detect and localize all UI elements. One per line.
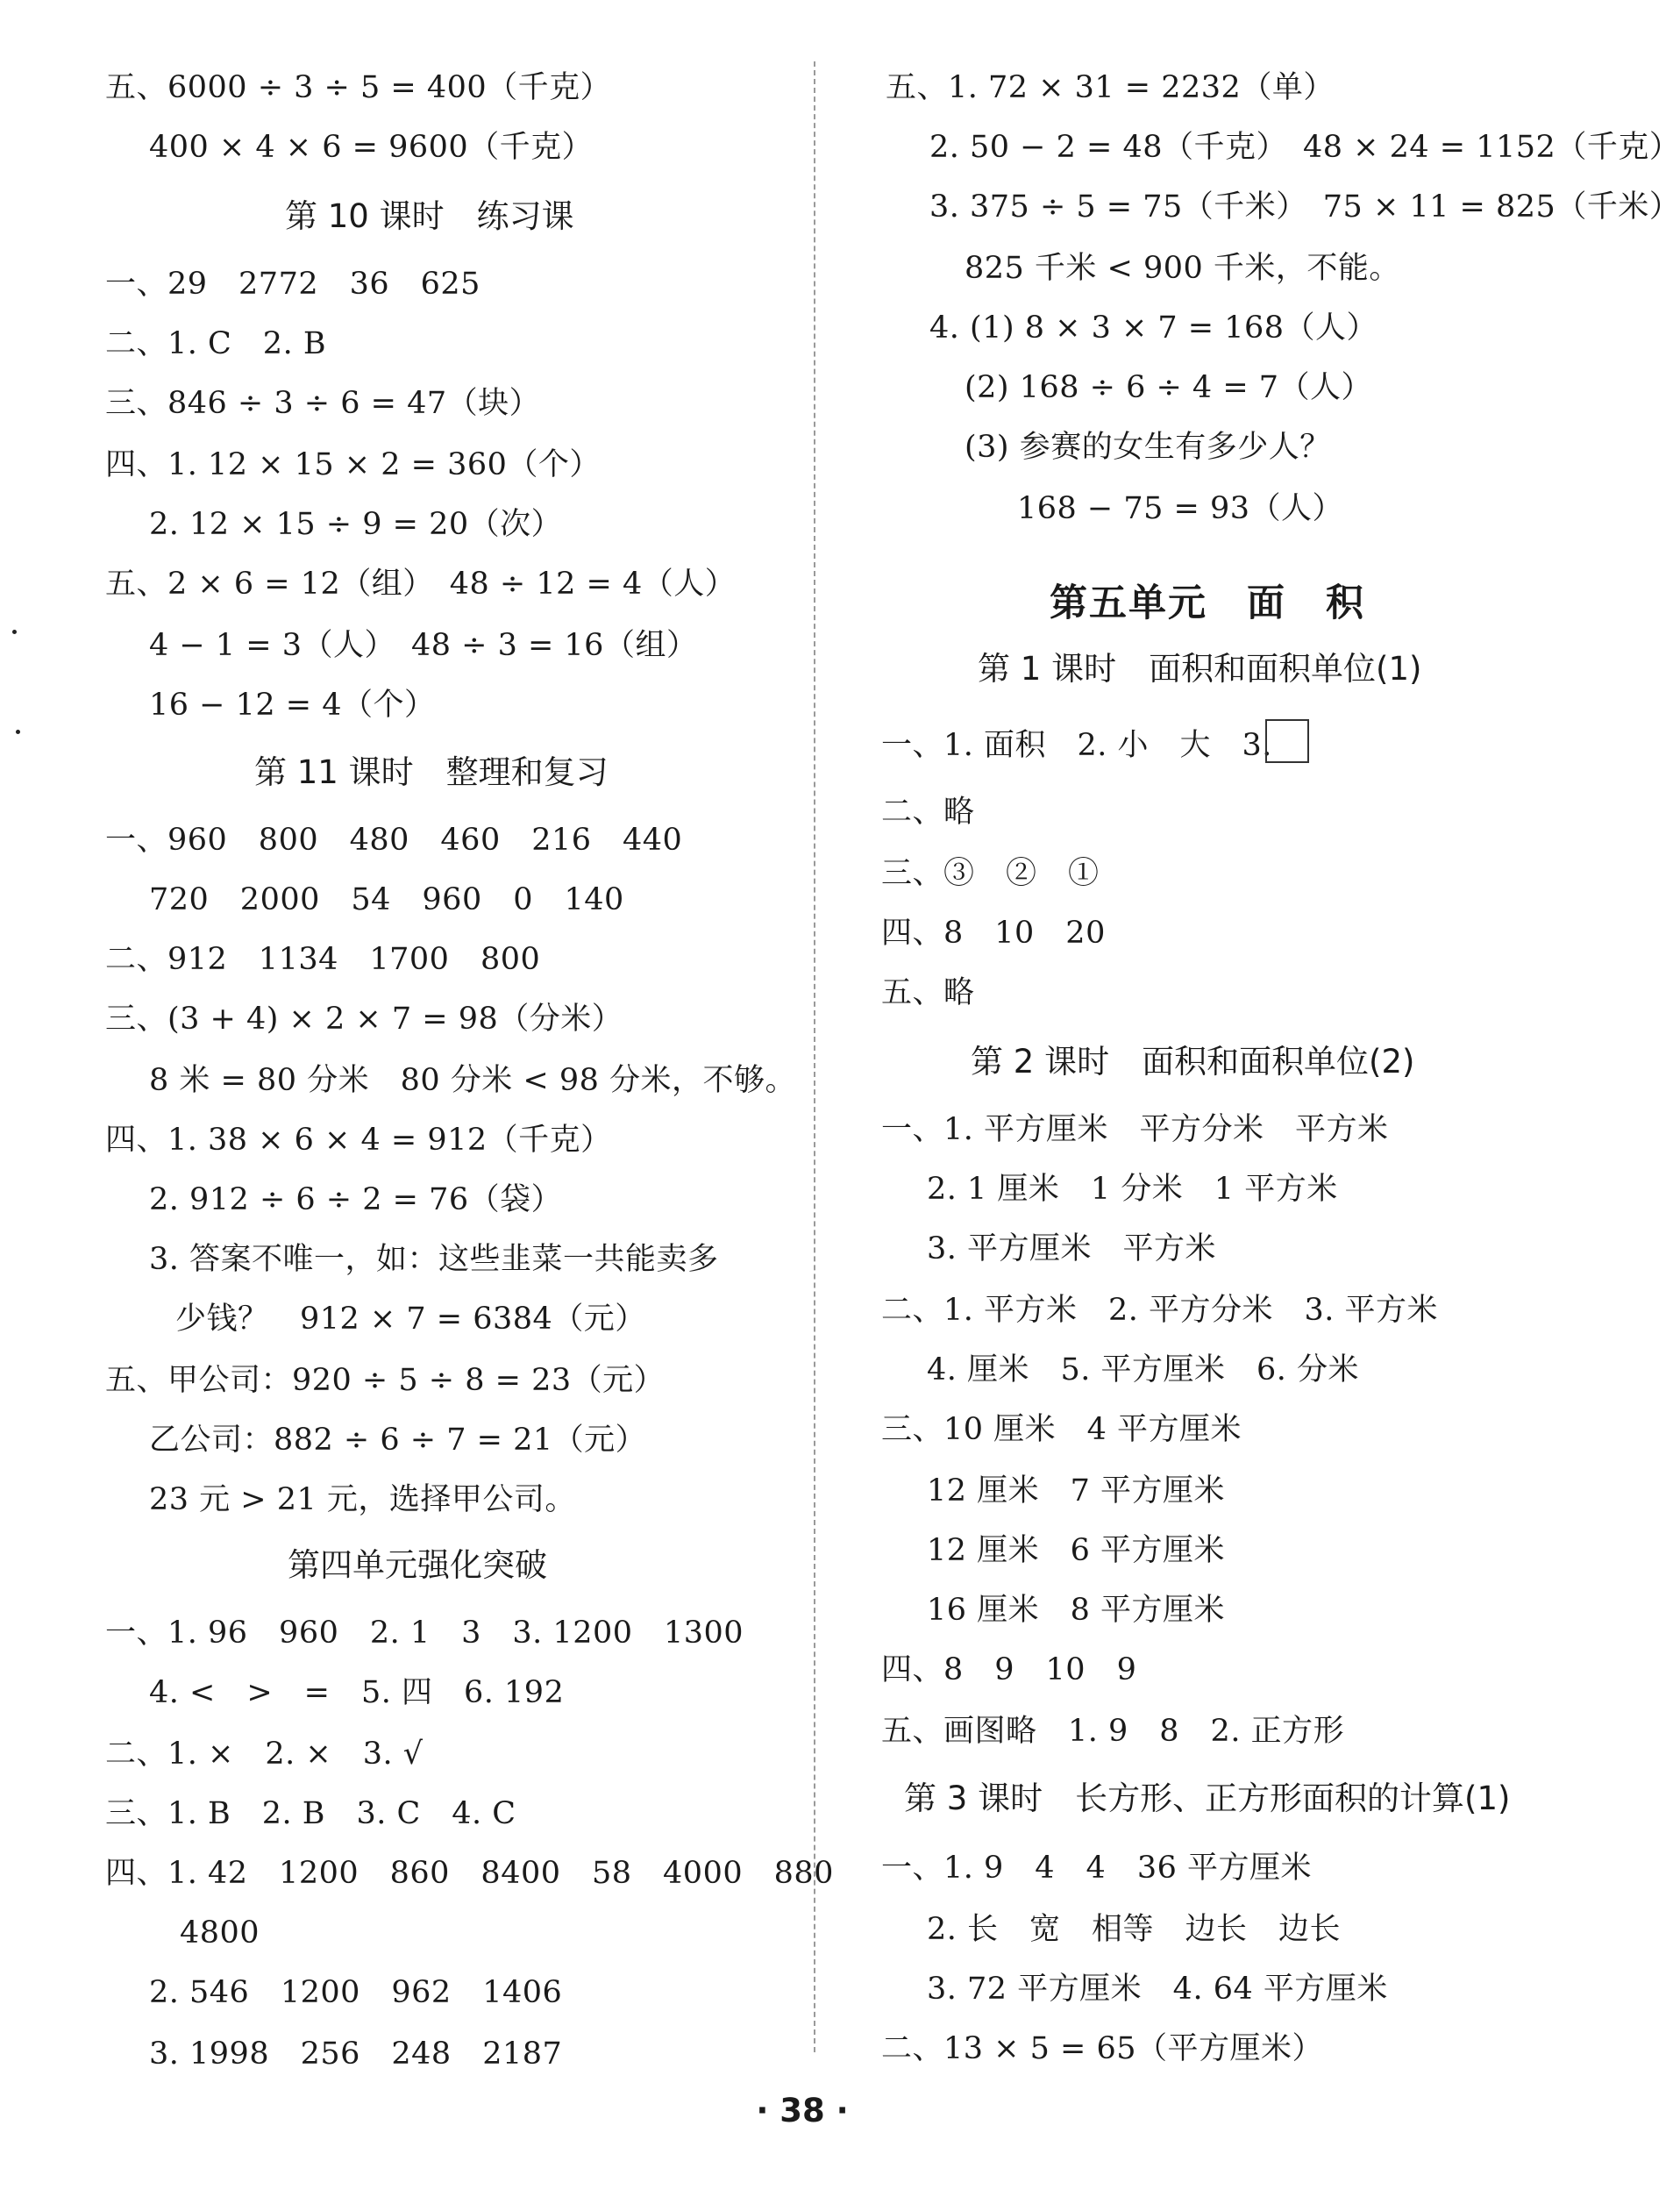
answer-line: 2. 12 × 15 ÷ 9 = 20（次） xyxy=(149,507,563,542)
lesson-heading: 第 11 课时 整理和复习 xyxy=(254,753,609,791)
scan-mark xyxy=(12,630,17,634)
answer-line: 3. 72 平方厘米 4. 64 平方厘米 xyxy=(927,1972,1388,2007)
answer-line: 三、(3 + 4) × 2 × 7 = 98（分米） xyxy=(105,1002,623,1037)
answer-line: 二、1. C 2. B xyxy=(105,326,327,361)
answer-line: (2) 168 ÷ 6 ÷ 4 = 7（人） xyxy=(965,370,1373,405)
answer-square-box xyxy=(1265,719,1309,763)
answer-line: 一、1. 平方厘米 平方分米 平方米 xyxy=(881,1112,1389,1147)
answer-line: 二、912 1134 1700 800 xyxy=(105,942,541,977)
answer-line: 2. 50 − 2 = 48（千克） 48 × 24 = 1152（千克） xyxy=(929,130,1680,165)
unit-review-heading: 第四单元强化突破 xyxy=(288,1546,547,1584)
answer-line: 三、③ ② ① xyxy=(881,856,1100,891)
answer-line: 168 − 75 = 93（人） xyxy=(1017,491,1344,526)
answer-line: 一、1. 96 960 2. 1 3 3. 1200 1300 xyxy=(105,1616,744,1651)
answer-line: 825 千米 < 900 千米，不能。 xyxy=(965,251,1400,286)
lesson-heading: 第 1 课时 面积和面积单位(1) xyxy=(978,650,1422,688)
lesson-heading: 第 2 课时 面积和面积单位(2) xyxy=(971,1043,1415,1081)
answer-line: 二、略 xyxy=(881,795,975,830)
page-number: · 38 · xyxy=(756,2092,849,2129)
answer-line: 乙公司：882 ÷ 6 ÷ 7 = 21（元） xyxy=(149,1423,647,1458)
answer-line: 4 − 1 = 3（人） 48 ÷ 3 = 16（组） xyxy=(149,628,698,663)
answer-line: 五、1. 72 × 31 = 2232（单） xyxy=(886,70,1335,105)
answer-line: 3. 1998 256 248 2187 xyxy=(149,2036,563,2072)
answer-line: 少钱？ 912 × 7 = 6384（元） xyxy=(175,1302,646,1337)
answer-line: 2. 长 宽 相等 边长 边长 xyxy=(927,1912,1342,1947)
answer-line: 四、1. 42 1200 860 8400 58 4000 880 xyxy=(105,1856,834,1891)
answer-line: 四、8 10 20 xyxy=(881,916,1106,951)
answer-line: 2. 1 厘米 1 分米 1 平方米 xyxy=(927,1172,1338,1207)
answer-line: 五、略 xyxy=(881,975,975,1010)
answer-line: 五、画图略 1. 9 8 2. 正方形 xyxy=(881,1714,1345,1749)
answer-line: 三、1. B 2. B 3. C 4. C xyxy=(105,1796,516,1831)
answer-line: 720 2000 54 960 0 140 xyxy=(149,882,624,917)
answer-line: 三、846 ÷ 3 ÷ 6 = 47（块） xyxy=(105,386,541,421)
answer-line: 16 厘米 8 平方厘米 xyxy=(927,1593,1226,1628)
answer-line: 4. (1) 8 × 3 × 7 = 168（人） xyxy=(929,310,1378,346)
column-divider xyxy=(814,61,815,2052)
answer-line: 二、13 × 5 = 65（平方厘米） xyxy=(881,2031,1323,2066)
answer-line: 一、1. 9 4 4 36 平方厘米 xyxy=(881,1851,1312,1886)
answer-line: 3. 375 ÷ 5 = 75（千米） 75 × 11 = 825（千米） xyxy=(929,189,1680,225)
answer-line: 四、1. 38 × 6 × 4 = 912（千克） xyxy=(105,1123,612,1158)
answer-line: 五、6000 ÷ 3 ÷ 5 = 400（千克） xyxy=(105,70,612,105)
answer-line: 4800 xyxy=(180,1915,260,1951)
answer-line: 23 元 > 21 元，选择甲公司。 xyxy=(149,1482,576,1517)
answer-line: 12 厘米 7 平方厘米 xyxy=(927,1473,1226,1509)
answer-line: 一、1. 面积 2. 小 大 3. xyxy=(881,728,1272,763)
unit-title: 第五单元 面 积 xyxy=(1050,581,1365,625)
answer-line: 2. 546 1200 962 1406 xyxy=(149,1975,563,2010)
answer-line: 4. 厘米 5. 平方厘米 6. 分米 xyxy=(927,1352,1360,1387)
answer-line: 五、2 × 6 = 12（组） 48 ÷ 12 = 4（人） xyxy=(105,567,737,602)
answer-line: 12 厘米 6 平方厘米 xyxy=(927,1533,1226,1568)
answer-line: 3. 平方厘米 平方米 xyxy=(927,1231,1217,1266)
scan-mark xyxy=(16,730,20,734)
answer-line: 三、10 厘米 4 平方厘米 xyxy=(881,1412,1242,1447)
answer-line: 4. < > = 5. 四 6. 192 xyxy=(149,1675,565,1710)
answer-line: 2. 912 ÷ 6 ÷ 2 = 76（袋） xyxy=(149,1182,563,1217)
answer-line: 一、29 2772 36 625 xyxy=(105,267,481,302)
answer-line: 二、1. 平方米 2. 平方分米 3. 平方米 xyxy=(881,1293,1439,1328)
answer-line: 四、8 9 10 9 xyxy=(881,1652,1137,1687)
lesson-heading: 第 3 课时 长方形、正方形面积的计算(1) xyxy=(904,1780,1511,1817)
answer-line: 五、甲公司：920 ÷ 5 ÷ 8 = 23（元） xyxy=(105,1363,666,1398)
answer-line: 400 × 4 × 6 = 9600（千克） xyxy=(149,130,594,165)
answer-line: 四、1. 12 × 15 × 2 = 360（个） xyxy=(105,447,601,482)
answer-line: (3) 参赛的女生有多少人？ xyxy=(965,430,1331,465)
answer-line: 二、1. × 2. × 3. √ xyxy=(105,1737,424,1772)
answer-line: 8 米 = 80 分米 80 分米 < 98 分米，不够。 xyxy=(149,1063,797,1098)
answer-line: 16 − 12 = 4（个） xyxy=(149,688,436,723)
answer-line: 3. 答案不唯一，如：这些韭菜一共能卖多 xyxy=(149,1242,719,1277)
lesson-heading: 第 10 课时 练习课 xyxy=(285,197,574,235)
answer-line: 一、960 800 480 460 216 440 xyxy=(105,823,683,858)
